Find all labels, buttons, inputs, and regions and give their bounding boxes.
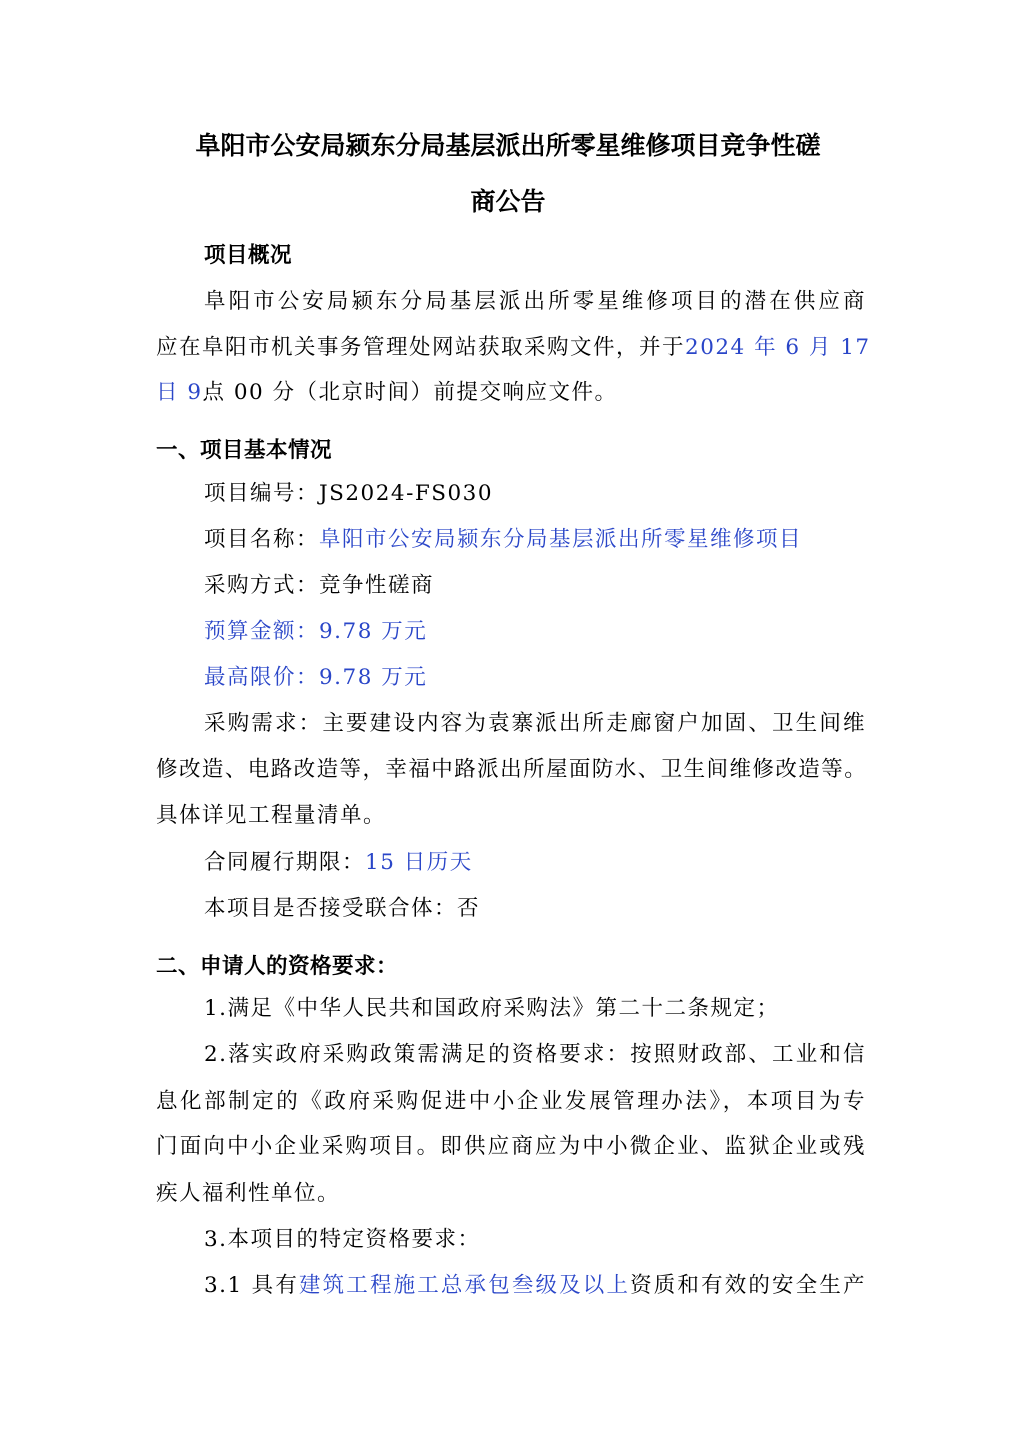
demand-line-2: 修改造、电路改造等，幸福中路派出所屋面防水、卫生间维修改造等。 <box>156 757 866 782</box>
demand-line-1: 采购需求：主要建设内容为袁寨派出所走廊窗户加固、卫生间维 <box>204 711 866 736</box>
demand-line-3: 具体详见工程量清单。 <box>156 803 387 828</box>
procurement-method-value: 竞争性磋商 <box>319 573 435 598</box>
qualification-item-2-line-1: 2.落实政府采购政策需满足的资格要求：按照财政部、工业和信 <box>204 1042 866 1067</box>
qualification-item-3-1-prefix: 3.1 具有 <box>204 1273 299 1298</box>
project-name-value: 阜阳市公安局颍东分局基层派出所零星维修项目 <box>319 527 803 552</box>
max-price: 最高限价：9.78 万元 <box>204 665 428 690</box>
project-number-value: JS2024-FS030 <box>319 481 494 506</box>
overview-heading: 项目概况 <box>204 243 293 268</box>
overview-line-2-text: 应在阜阳市机关事务管理处网站获取采购文件，并于 <box>156 335 686 360</box>
project-number <box>204 471 866 518</box>
qualification-item-3-1 <box>204 1263 866 1310</box>
project-name <box>204 517 866 564</box>
qualification-item-3-1-suffix: 资质和有效的安全生产 <box>630 1273 866 1298</box>
overview-line-3 <box>156 370 866 417</box>
title-line-2: 商公告 <box>470 187 546 216</box>
procurement-method-label: 采购方式： <box>204 573 320 598</box>
overview-line-3-text: 点 00 分（北京时间）前提交响应文件。 <box>202 380 618 405</box>
contract-period-value: 15 日历天 <box>365 850 473 875</box>
page-title <box>150 118 866 230</box>
overview-line-2 <box>156 325 871 372</box>
qualification-item-2-line-3: 门面向中小企业采购项目。即供应商应为中小微企业、监狱企业或残 <box>156 1134 866 1159</box>
project-name-label: 项目名称： <box>204 527 320 552</box>
deadline-date: 2024 年 6 月 17 <box>685 335 871 360</box>
deadline-time: 日 9 <box>156 380 203 405</box>
qualification-item-3: 3.本项目的特定资格要求： <box>204 1227 481 1252</box>
section-2-heading: 二、申请人的资格要求： <box>156 954 399 979</box>
title-line-1: 阜阳市公安局颍东分局基层派出所零星维修项目竞争性磋 <box>195 131 821 160</box>
project-number-label: 项目编号： <box>204 481 320 506</box>
section-1-heading: 一、项目基本情况 <box>156 438 333 463</box>
contract-period <box>204 840 866 887</box>
qualification-requirement: 建筑工程施工总承包叁级及以上 <box>298 1273 631 1298</box>
procurement-method <box>204 563 866 610</box>
contract-period-label: 合同履行期限： <box>204 850 366 875</box>
budget-amount: 预算金额：9.78 万元 <box>204 619 428 644</box>
consortium: 本项目是否接受联合体：否 <box>204 896 481 921</box>
overview-line-1: 阜阳市公安局颍东分局基层派出所零星维修项目的潜在供应商 <box>204 289 866 314</box>
qualification-item-1: 1.满足《中华人民共和国政府采购法》第二十二条规定； <box>204 996 780 1021</box>
qualification-item-2-line-4: 疾人福利性单位。 <box>156 1181 341 1206</box>
qualification-item-2-line-2: 息化部制定的《政府采购促进中小企业发展管理办法》，本项目为专 <box>156 1089 866 1114</box>
